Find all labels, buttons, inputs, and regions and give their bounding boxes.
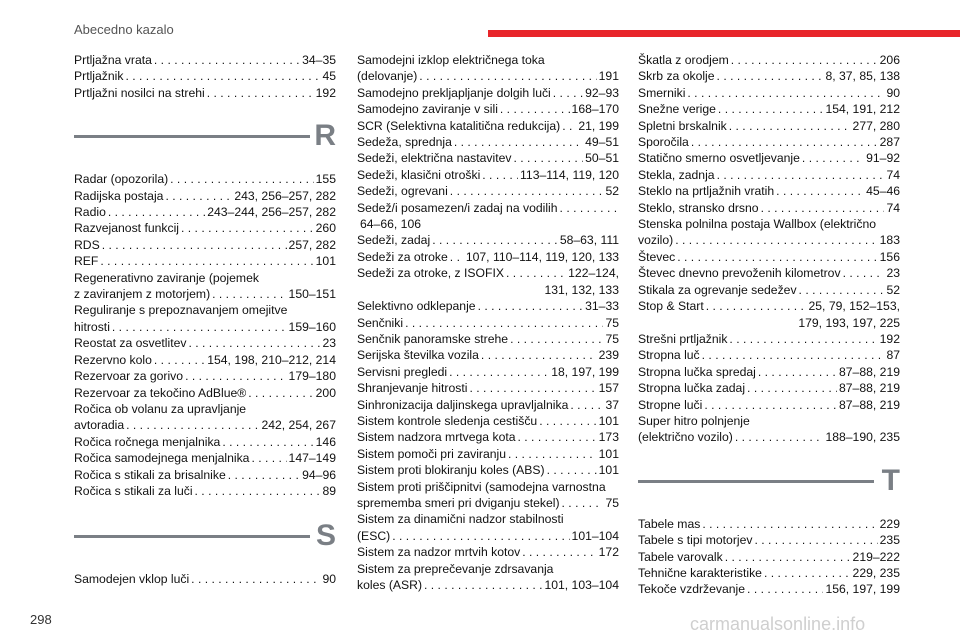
entry-pages: 94–96	[302, 467, 336, 482]
index-column-2	[357, 52, 619, 593]
entry-label: Sistem pomoči pri zaviranju	[357, 446, 507, 461]
entry-pages: 156	[879, 249, 900, 264]
entry-pages: 8, 37, 85, 138	[825, 69, 900, 84]
entry-label: Steklo, stransko drsno	[638, 200, 759, 215]
index-entry[interactable]	[638, 265, 900, 281]
entry-label: Samodejno prekljapljanje dolgih luči	[357, 85, 551, 100]
entry-pages: 87	[886, 348, 900, 363]
entry-label: Samodejen vklop luči	[74, 572, 190, 587]
entry-label: Tabele varovalk	[638, 549, 723, 564]
index-entry[interactable]	[357, 298, 619, 314]
index-entry[interactable]	[357, 118, 619, 134]
entry-pages: 146	[315, 434, 336, 449]
index-entry[interactable]	[638, 581, 900, 597]
index-entry[interactable]	[638, 68, 900, 84]
index-entry[interactable]	[357, 167, 619, 183]
entry-label: Steklo na prtljažnih vratih	[638, 184, 775, 199]
entry-pages-continued: 131, 132, 133	[544, 282, 619, 297]
entry-label: Sistem za nadzor mrtvih kotov	[357, 545, 521, 560]
index-entry[interactable]	[638, 429, 900, 445]
index-entry[interactable]	[638, 85, 900, 101]
section-divider	[74, 535, 310, 538]
entry-pages: 156, 197, 199	[825, 582, 900, 597]
header-title: Abecedno kazalo	[74, 22, 174, 37]
page-number: 298	[30, 612, 52, 627]
watermark: carmanualsonline.info	[690, 614, 866, 634]
index-entry[interactable]	[638, 532, 900, 548]
index-entry[interactable]	[357, 134, 619, 150]
section-header-r	[74, 111, 336, 171]
entry-label-line: Super hitro polnjenje	[638, 413, 750, 428]
entry-label: Statično smerno osvetljevanje	[638, 151, 800, 166]
entry-pages: 101	[598, 446, 619, 461]
entry-label: Senčnik panoramske strehe	[357, 331, 509, 346]
entry-pages: 243, 256–257, 282	[234, 188, 336, 203]
entry-pages-continued: 179, 193, 197, 225	[798, 315, 900, 330]
entry-pages: 45–46	[866, 184, 900, 199]
index-entry[interactable]	[357, 150, 619, 166]
entry-pages: 239	[598, 348, 619, 363]
entry-label: Selektivno odklepanje	[357, 299, 476, 314]
entry-label: sprememba smeri pri dviganju stekel)	[357, 495, 560, 510]
index-entry[interactable]	[638, 232, 900, 248]
index-entry[interactable]	[357, 265, 619, 281]
index-entry[interactable]	[357, 397, 619, 413]
index-entry[interactable]	[74, 385, 336, 401]
index-entry[interactable]	[74, 286, 336, 302]
entry-label: Stop & Start	[638, 299, 704, 314]
index-entry[interactable]	[357, 528, 619, 544]
entry-pages: 173	[598, 430, 619, 445]
entry-label: Stekla, zadnja	[638, 167, 715, 182]
entry-pages: 25, 79, 152–153,	[808, 299, 900, 314]
index-entry[interactable]	[357, 544, 619, 560]
entry-pages: 147–149	[288, 451, 336, 466]
entry-label-line: Reguliranje s prepoznavanjem omejitve	[74, 303, 288, 318]
entry-label: Ročica s stikali za luči	[74, 483, 193, 498]
entry-label: hitrosti	[74, 319, 110, 334]
entry-pages: 183	[879, 233, 900, 248]
entry-label: Sporočila	[638, 135, 689, 150]
index-entry[interactable]	[74, 368, 336, 384]
index-entry[interactable]	[638, 331, 900, 347]
entry-pages: 75	[605, 495, 619, 510]
entry-label-line: Ročica ob volanu za upravljanje	[74, 401, 247, 416]
index-entry[interactable]	[638, 380, 900, 396]
index-entry[interactable]	[74, 434, 336, 450]
header-accent-bar	[488, 30, 960, 37]
entry-label: Prtljažna vrata	[74, 53, 152, 67]
index-entry[interactable]	[357, 232, 619, 248]
index-entry[interactable]	[357, 101, 619, 117]
entry-pages: 18, 197, 199	[551, 364, 619, 379]
index-entry[interactable]	[74, 450, 336, 466]
entry-label: (električno vozilo)	[638, 430, 733, 445]
entry-label: Senčniki	[357, 315, 404, 330]
index-entry[interactable]	[638, 101, 900, 117]
index-entry[interactable]	[74, 188, 336, 204]
entry-pages: 229, 235	[852, 565, 900, 580]
index-entry[interactable]	[638, 347, 900, 363]
index-column-1	[74, 52, 336, 588]
entry-pages: 74	[886, 200, 900, 215]
index-entry[interactable]	[74, 220, 336, 236]
entry-label: Sedeži, električna nastavitev	[357, 151, 512, 166]
entry-label: Stropne luči	[638, 397, 703, 412]
entry-pages: 107, 110–114, 119, 120, 133	[465, 249, 619, 264]
entry-label-line: Sistem za preprečevanje zdrsavanja	[357, 561, 554, 576]
index-entry[interactable]	[74, 85, 336, 101]
entry-pages: 21, 199	[578, 118, 619, 133]
entry-label: Spletni brskalnik	[638, 118, 727, 133]
entry-pages: 75	[605, 315, 619, 330]
entry-pages: 287	[879, 135, 900, 150]
entry-label-line: Regenerativno zaviranje (pojemek	[74, 270, 259, 285]
entry-pages: 155	[315, 172, 336, 187]
entry-label: Shranjevanje hitrosti	[357, 381, 468, 396]
section-letter: S	[315, 519, 336, 553]
entry-pages: 172	[598, 545, 619, 560]
entry-label: Tehnične karakteristike	[638, 565, 762, 580]
index-column-3	[638, 52, 900, 598]
entry-label: Rezervno kolo	[74, 352, 152, 367]
index-entry[interactable]	[638, 549, 900, 565]
entry-label: Stikala za ogrevanje sedežev	[638, 282, 797, 297]
entry-pages: 52	[605, 184, 619, 199]
entry-pages: 101	[598, 413, 619, 428]
index-entry[interactable]	[74, 171, 336, 187]
index-entry[interactable]	[638, 298, 900, 314]
index-entry[interactable]	[357, 331, 619, 347]
index-entry[interactable]	[638, 249, 900, 265]
entry-pages: 229	[879, 516, 900, 531]
entry-label: REF	[74, 254, 99, 269]
index-entry[interactable]	[74, 52, 336, 68]
entry-pages: 200	[315, 385, 336, 400]
entry-label: Tabele mas	[638, 516, 701, 531]
section-divider	[638, 480, 874, 483]
index-entry[interactable]	[357, 364, 619, 380]
entry-pages: 90	[886, 85, 900, 100]
entry-pages: 188–190, 235	[825, 430, 900, 445]
index-entry[interactable]	[74, 253, 336, 269]
entry-pages-continued: 64–66, 106	[360, 217, 421, 232]
index-entry[interactable]	[638, 150, 900, 166]
entry-label: RDS	[74, 237, 100, 252]
entry-label: Sistem nadzora mrtvega kota	[357, 430, 516, 445]
index-entry[interactable]	[638, 364, 900, 380]
entry-label-line: Stenska polnilna postaja Wallbox (električno	[638, 217, 877, 232]
entry-pages: 23	[322, 336, 336, 351]
entry-pages: 34–35	[302, 53, 336, 67]
entry-pages: 101	[315, 254, 336, 269]
entry-label: koles (ASR)	[357, 578, 423, 592]
entry-label: Razvejanost funkcij	[74, 221, 179, 236]
entry-pages: 206	[879, 53, 900, 67]
entry-pages: 75	[605, 331, 619, 346]
entry-pages: 243–244, 256–257, 282	[207, 205, 336, 220]
entry-label: Prtljažnik	[74, 69, 124, 84]
index-entry[interactable]	[74, 204, 336, 220]
entry-pages: 87–88, 219	[839, 364, 900, 379]
entry-label-line: Sistem za dinamični nadzor stabilnosti	[357, 512, 564, 527]
index-entry[interactable]	[638, 565, 900, 581]
index-entry[interactable]	[357, 85, 619, 101]
entry-label: Radio	[74, 205, 106, 220]
entry-label: Ročica s stikali za brisalnike	[74, 467, 226, 482]
section-letter: T	[881, 463, 900, 497]
entry-label: Tekoče vzdrževanje	[638, 582, 746, 597]
index-entry[interactable]	[638, 183, 900, 199]
entry-label: Ročica ročnega menjalnika	[74, 434, 221, 449]
index-entry[interactable]	[74, 571, 336, 587]
section-header-t	[638, 456, 900, 516]
entry-label: Rezervoar za tekočino AdBlue®	[74, 385, 247, 400]
index-entry[interactable]	[357, 413, 619, 429]
index-entry[interactable]	[357, 462, 619, 478]
entry-label: Sedeži, zadaj	[357, 233, 431, 248]
entry-pages: 87–88, 219	[839, 381, 900, 396]
entry-label: Smerniki	[638, 85, 686, 100]
index-entry[interactable]	[357, 446, 619, 462]
entry-label: Sistem kontrole sledenja cestišču	[357, 413, 538, 428]
entry-pages: 235	[879, 533, 900, 548]
entry-pages: 191	[598, 69, 619, 84]
entry-label: Stropna lučka zadaj	[638, 381, 746, 396]
entry-pages: 257, 282	[288, 237, 336, 252]
index-entry[interactable]	[638, 134, 900, 150]
entry-pages: 90	[322, 572, 336, 587]
index-entry[interactable]	[638, 118, 900, 134]
index-entry[interactable]	[74, 319, 336, 335]
index-entry[interactable]	[74, 335, 336, 351]
entry-pages: 52	[886, 282, 900, 297]
index-entry[interactable]	[357, 380, 619, 396]
entry-label: avtoradia	[74, 418, 125, 433]
entry-pages: 58–63, 111	[559, 233, 619, 248]
entry-label: Sedež/i posamezen/i zadaj na vodilih	[357, 200, 558, 215]
entry-label: Servisni pregledi	[357, 364, 448, 379]
entry-label: Radijska postaja	[74, 188, 164, 203]
section-divider	[74, 135, 310, 138]
entry-label: Skrb za okolje	[638, 69, 715, 84]
entry-label: Sedeža, sprednja	[357, 135, 452, 150]
entry-label: Prtljažni nosilci na strehi	[74, 85, 205, 100]
entry-pages: 49–51	[585, 135, 619, 150]
entry-label: Sedeži za otroke, z ISOFIX	[357, 266, 504, 281]
entry-pages: 74	[886, 167, 900, 182]
index-entry[interactable]	[74, 68, 336, 84]
entry-label: SCR (Selektivna katalitična redukcija)	[357, 118, 561, 133]
entry-label-line: Samodejni izklop električnega toka	[357, 53, 545, 67]
index-entry[interactable]	[357, 200, 619, 216]
entry-pages: 45	[322, 69, 336, 84]
entry-label: Sedeži, ogrevani	[357, 184, 448, 199]
entry-pages: 192	[315, 85, 336, 100]
entry-label: z zaviranjem z motorjem)	[74, 287, 211, 302]
entry-pages: 50–51	[585, 151, 619, 166]
entry-label: Števec dnevno prevoženih kilometrov	[638, 266, 841, 281]
index-entry[interactable]	[638, 200, 900, 216]
entry-pages: 87–88, 219	[839, 397, 900, 412]
index-entry[interactable]	[638, 397, 900, 413]
entry-pages: 23	[886, 266, 900, 281]
entry-pages: 101	[598, 463, 619, 478]
entry-pages: 260	[315, 221, 336, 236]
entry-pages: 179–180	[288, 369, 336, 384]
entry-label: Tabele s tipi motorjev	[638, 533, 753, 548]
index-entry[interactable]	[357, 315, 619, 331]
entry-label: (delovanje)	[357, 69, 418, 84]
entry-label: Ročica samodejnega menjalnika	[74, 451, 250, 466]
index-entry[interactable]	[357, 347, 619, 363]
entry-pages: 101, 103–104	[544, 578, 619, 592]
entry-pages: 92–93	[585, 85, 619, 100]
entry-label: Sedeži za otroke	[357, 249, 448, 264]
entry-label: Radar (opozorila)	[74, 172, 169, 187]
entry-label: Rezervoar za gorivo	[74, 369, 184, 384]
entry-label: Sistem proti blokiranju koles (ABS)	[357, 463, 545, 478]
index-entry[interactable]	[638, 516, 900, 532]
entry-label: (ESC)	[357, 528, 391, 543]
entry-label: Strešni prtljažnik	[638, 331, 728, 346]
entry-label-line: Sistem proti priščipnitvi (samodejna varnostna	[357, 479, 606, 494]
index-entry[interactable]	[357, 429, 619, 445]
entry-pages: 242, 254, 267	[261, 418, 336, 433]
entry-pages: 219–222	[852, 549, 900, 564]
entry-label: Samodejno zaviranje v sili	[357, 102, 498, 117]
index-entry[interactable]	[357, 577, 619, 593]
index-entry[interactable]	[357, 495, 619, 511]
entry-pages: 37	[605, 397, 619, 412]
entry-label: vozilo)	[638, 233, 674, 248]
index-entry[interactable]	[638, 282, 900, 298]
entry-pages: 157	[598, 381, 619, 396]
index-entry[interactable]	[638, 167, 900, 183]
entry-pages: 113–114, 119, 120	[520, 167, 619, 182]
index-entry[interactable]	[357, 249, 619, 265]
index-entry[interactable]	[74, 467, 336, 483]
entry-pages: 154, 191, 212	[825, 102, 900, 117]
index-entry[interactable]	[74, 237, 336, 253]
index-entry[interactable]	[357, 183, 619, 199]
entry-pages: 150–151	[288, 287, 336, 302]
entry-label: Reostat za osvetlitev	[74, 336, 187, 351]
index-entry[interactable]	[357, 68, 619, 84]
entry-pages: 91–92	[866, 151, 900, 166]
entry-pages: 31–33	[585, 299, 619, 314]
entry-pages: 159–160	[288, 319, 336, 334]
entry-label: Stropna luč	[638, 348, 700, 363]
entry-pages: 89	[322, 483, 336, 498]
entry-pages: 192	[879, 331, 900, 346]
index-entry[interactable]	[74, 483, 336, 499]
entry-pages: 122–124,	[568, 266, 619, 281]
section-letter: R	[314, 119, 336, 153]
entry-label: Snežne verige	[638, 102, 716, 117]
section-header-s	[74, 511, 336, 571]
entry-pages: 101–104	[571, 528, 619, 543]
entry-label: Sinhronizacija daljinskega upravljalnika	[357, 397, 569, 412]
entry-label: Stropna lučka spredaj	[638, 364, 756, 379]
entry-pages: 154, 198, 210–212, 214	[207, 352, 336, 367]
entry-label: Sedeži, klasični otroški	[357, 167, 481, 182]
entry-pages: 277, 280	[852, 118, 900, 133]
entry-label: Števec	[638, 249, 676, 264]
entry-label: Škatla z orodjem	[638, 53, 729, 67]
index-entry[interactable]	[638, 52, 900, 68]
index-entry[interactable]	[74, 352, 336, 368]
entry-pages: 168–170	[571, 102, 619, 117]
entry-label: Serijska številka vozila	[357, 348, 479, 363]
index-entry[interactable]	[74, 417, 336, 433]
